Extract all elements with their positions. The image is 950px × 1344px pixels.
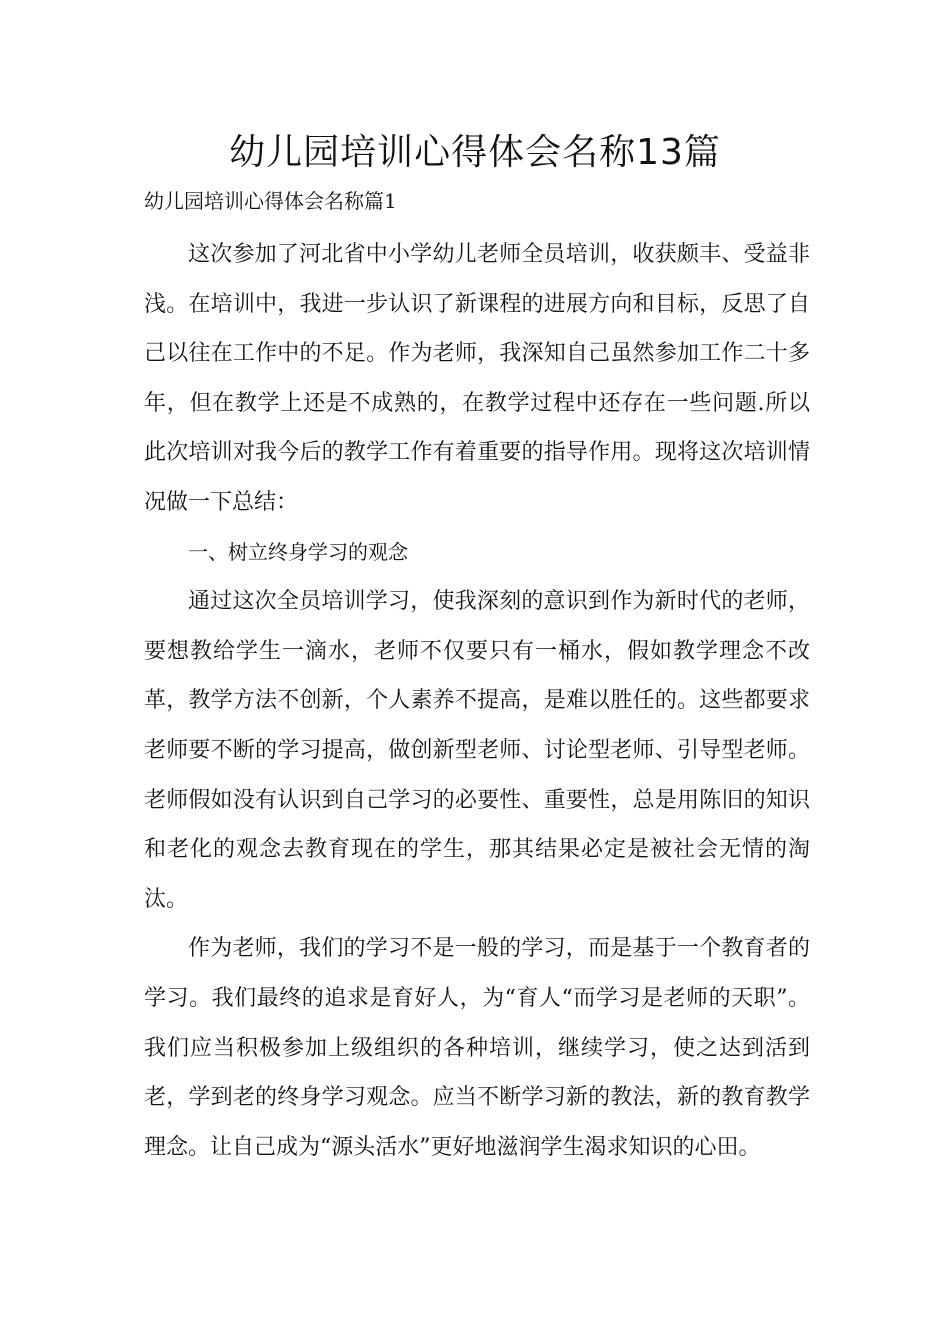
section-heading: 一、树立终身学习的观念 — [188, 539, 408, 564]
paragraph-learning: 通过这次全员培训学习，使我深刻的意识到作为新时代的老师，要想教给学生一滴水，老师不仅要只有一桶水，假如教学理念不改革，教学方法不创新，个人素养不提高，是难以胜任的。这些都要求老师要不断的学习提高，做创新型老师、讨论型老师、引导型老师。老师假如没有认识到自己学习的必要性、重要性，总是用陈旧的知识和老化的观念去教育现在的学生，那其结果必定是被社会无情的淘汰。 — [144, 589, 810, 912]
document-title: 幼儿园培训心得体会名称13篇 — [229, 132, 721, 173]
section-subtitle: 幼儿园培训心得体会名称篇1 — [144, 189, 397, 213]
paragraph-teacher: 作为老师，我们的学习不是一般的学习，而是基于一个教育者的学习。我们最终的追求是育好人，为“育人“而学习是老师的天职”。我们应当积极参加上级组织的各种培训，继续学习，使之达到活到老，学到老的终身学习观念。应当不断学习新的教法，新的教育教学理念。让自己成为“源头活水”更好地滋润学生渴求知识的心田。 — [144, 936, 810, 1160]
document-body — [144, 230, 810, 1172]
paragraph-intro: 这次参加了河北省中小学幼儿老师全员培训，收获颇丰、受益非浅。在培训中，我进一步认识了新课程的进展方向和目标，反思了自己以往在工作中的不足。作为老师，我深知自己虽然参加工作二十多年，但在教学上还是不成熟的，在教学过程中还存在一些问题.所以此次培训对我今后的教学工作有着重要的指导作用。现将这次培训情况做一下总结： — [144, 242, 810, 515]
